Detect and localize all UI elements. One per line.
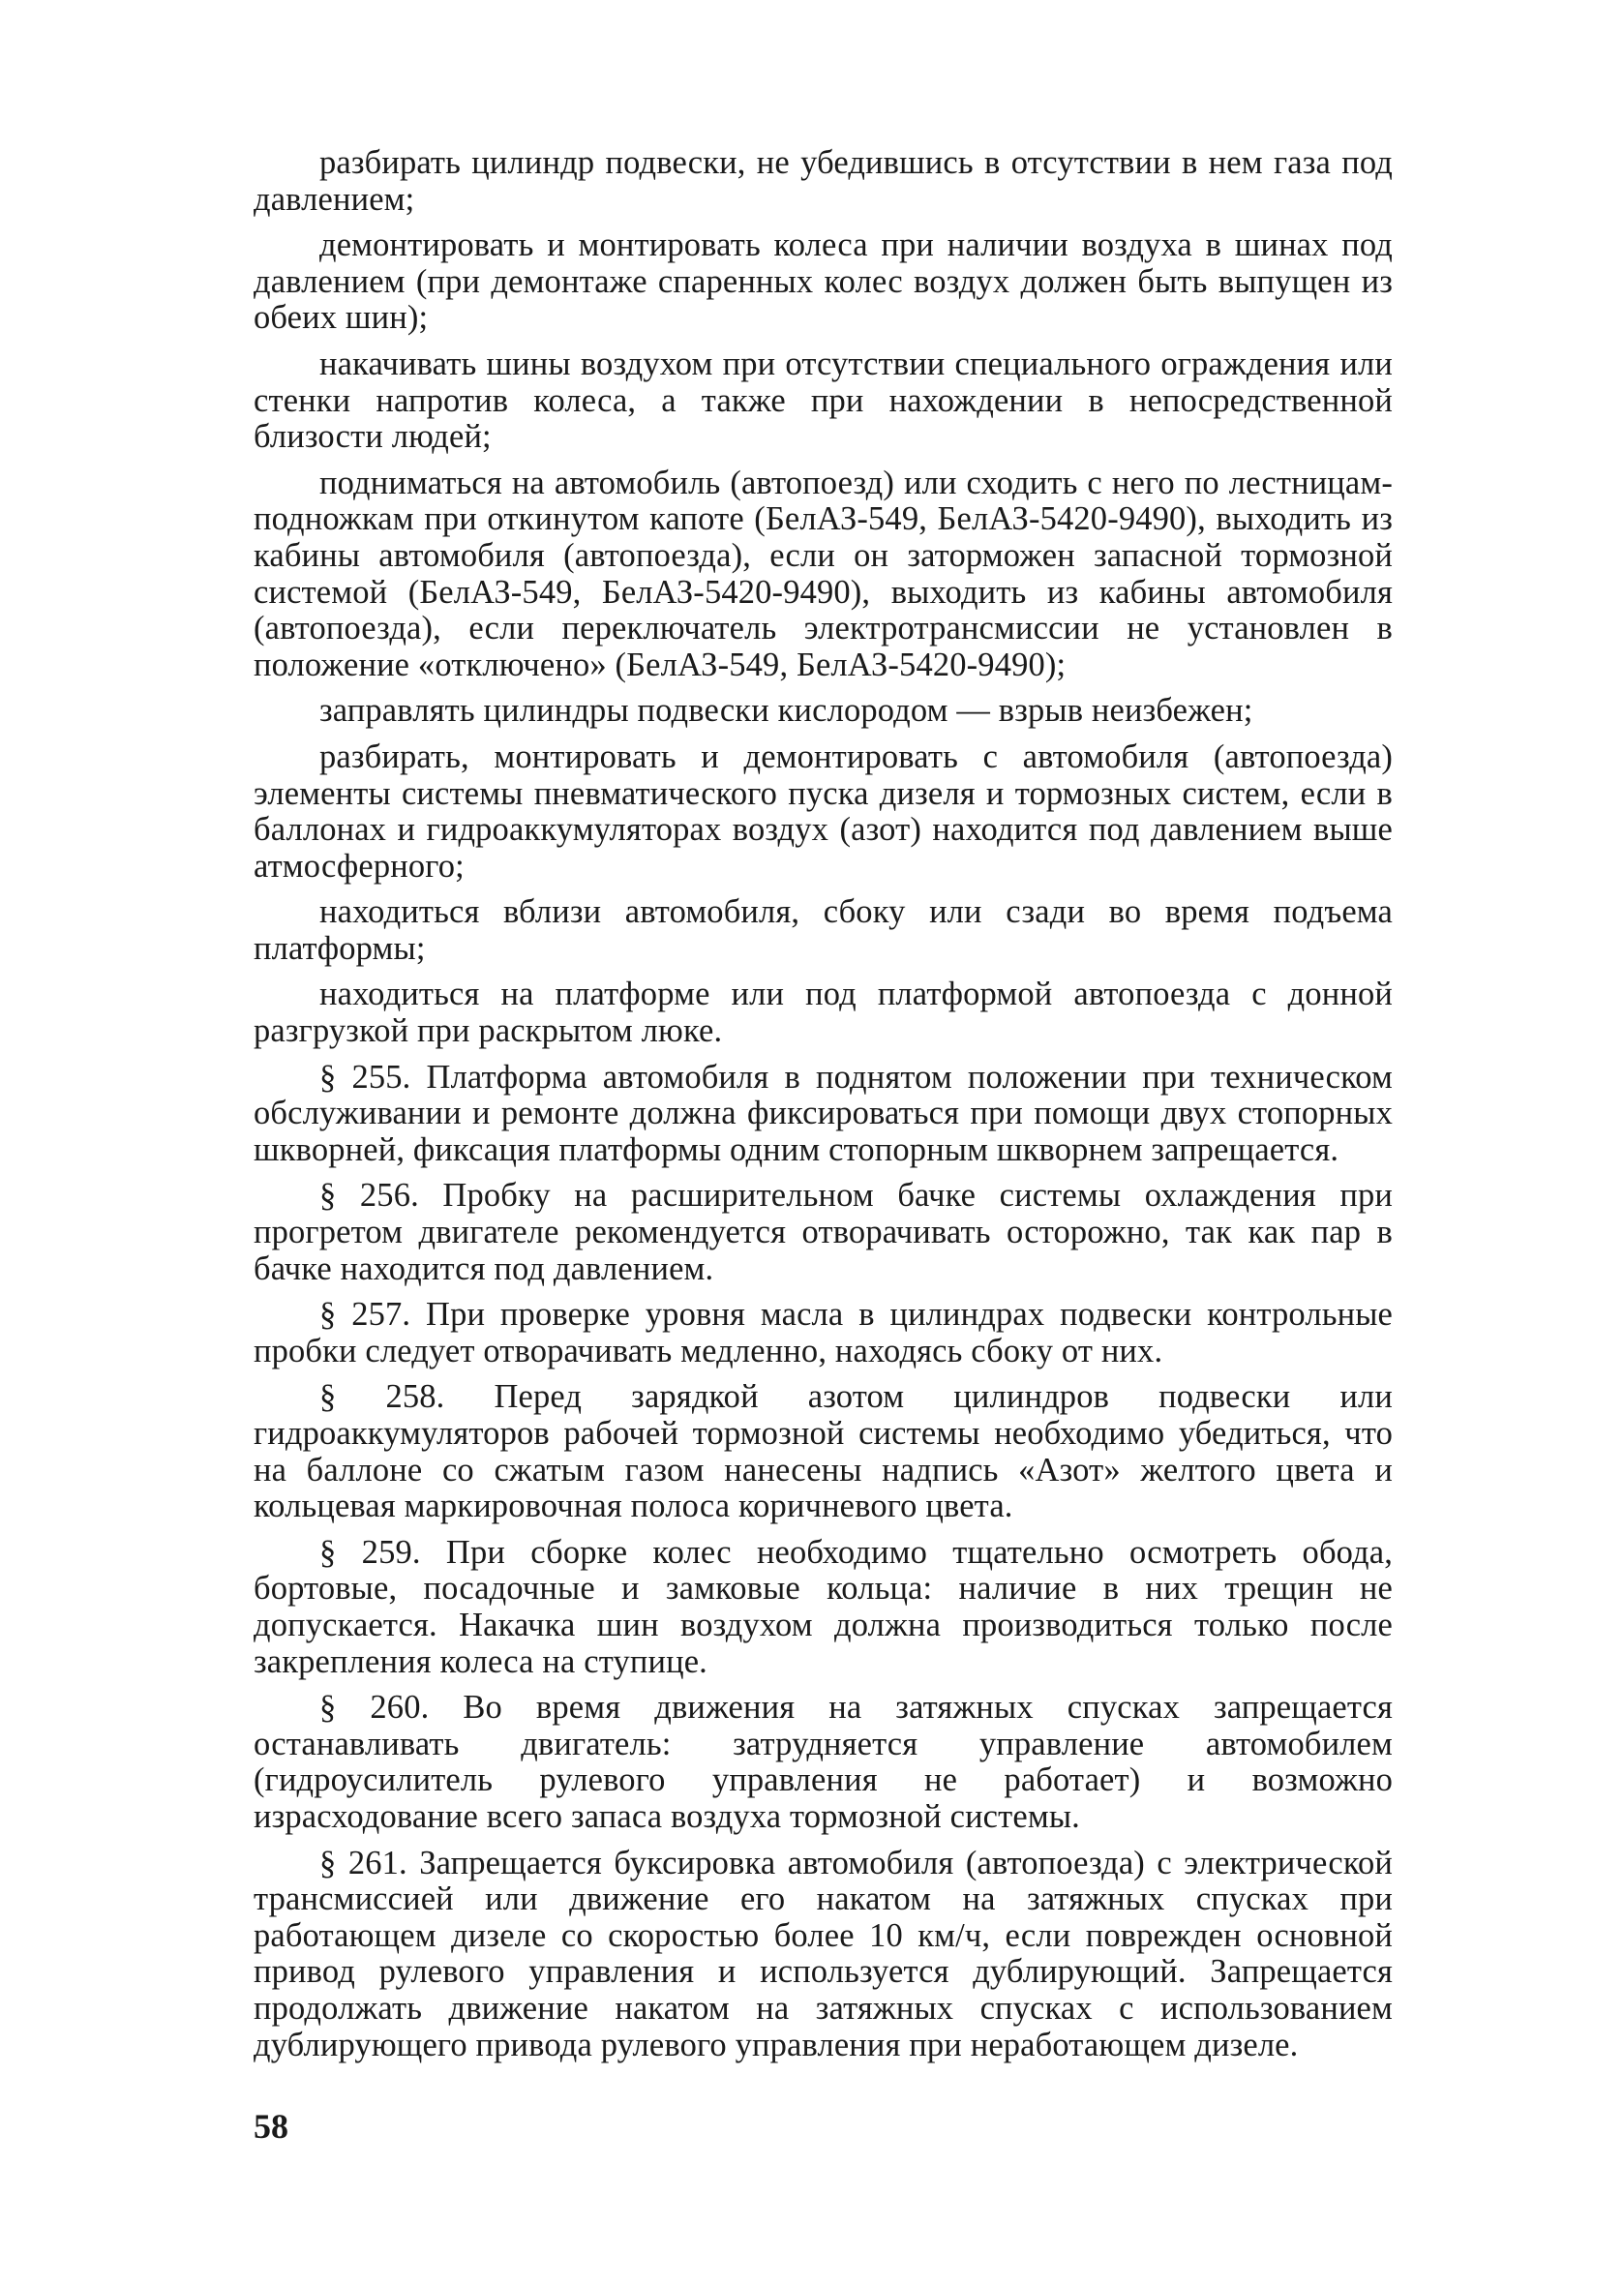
- paragraph: разбирать, монтировать и демонтировать с автомобиля (автопоезда) элементы системы пневматического пуска дизеля и тормозных систем, если в баллонах и гидроаккумуляторах воздух (азот) находится под давлением выше атмосферного;: [254, 737, 1393, 885]
- section-256: § 256. Пробку на расширительном бачке системы охлаждения при прогретом двигателе рекомендуется отворачивать осторожно, так как пар в бачке находится под давлением.: [254, 1177, 1393, 1287]
- page-number: 58: [254, 2107, 288, 2146]
- section-258: § 258. Перед зарядкой азотом цилиндров подвески или гидроаккумуляторов рабочей тормозной системы необходимо убедиться, что на баллоне со сжатым газом нанесены надпись «Азот» желтого цвета и кольцевая маркировочная полоса коричневого цвета.: [254, 1378, 1393, 1525]
- paragraph: подниматься на автомобиль (автопоезд) или сходить с него по лестницам-подножкам при откинутом капоте (БелАЗ-549, БелАЗ-5420-9490), выходить из кабины автомобиля (автопоезда), если он заторможен запасной тормозной системой (БелАЗ-549, БелАЗ-5420-9490), выходить из кабины автомобиля (автопоезда), если переключатель электротрансмиссии не установлен в положение «отключено» (БелАЗ-549, БелАЗ-5420-9490);: [254, 464, 1393, 683]
- section-257: § 257. При проверке уровня масла в цилиндрах подвески контрольные пробки следует отворачивать медленно, находясь сбоку от них.: [254, 1296, 1393, 1369]
- paragraph: находиться вблизи автомобиля, сбоку или сзади во время подъема платформы;: [254, 893, 1393, 967]
- paragraph: находиться на платформе или под платформой автопоезда с донной разгрузкой при раскрытом люке.: [254, 976, 1393, 1050]
- section-260: § 260. Во время движения на затяжных спусках запрещается останавливать двигатель: затрудняется управление автомобилем (гидроусилитель рулевого управления не работает) и возможно израсходование всего запаса воздуха тормозной системы.: [254, 1689, 1393, 1835]
- paragraph: демонтировать и монтировать колеса при наличии воздуха в шинах под давлением (при демонтаже спаренных колес воздух должен быть выпущен из обеих шин);: [254, 226, 1393, 337]
- section-259: § 259. При сборке колес необходимо тщательно осмотреть обода, бортовые, посадочные и замковые кольца: наличие в них трещин не допускается. Накачка шин воздухом должна производиться только после закрепления колеса на ступице.: [254, 1533, 1393, 1680]
- section-261: § 261. Запрещается буксировка автомобиля (автопоезда) с электрической трансмиссией или движение его накатом на затяжных спусках при работающем дизеле со скоростью более 10 км/ч, если поврежден основной привод рулевого управления и используется дублирующий. Запрещается продолжать движение накатом на затяжных спусках с использованием дублирующего привода рулевого управления при неработающем дизеле.: [254, 1844, 1393, 2063]
- body-text: [254, 145, 1393, 2073]
- paragraph: накачивать шины воздухом при отсутствии специального ограждения или стенки напротив колеса, а также при нахождении в непосредственной близости людей;: [254, 345, 1393, 456]
- paragraph: заправлять цилиндры подвески кислородом — взрыв неизбежен;: [319, 692, 1253, 730]
- paragraph: разбирать цилиндр подвески, не убедившись в отсутствии в нем газа под давлением;: [254, 144, 1393, 218]
- section-255: § 255. Платформа автомобиля в поднятом положении при техническом обслуживании и ремонте должна фиксироваться при помощи двух стопорных шкворней, фиксация платформы одним стопорным шкворнем запрещается.: [254, 1058, 1393, 1168]
